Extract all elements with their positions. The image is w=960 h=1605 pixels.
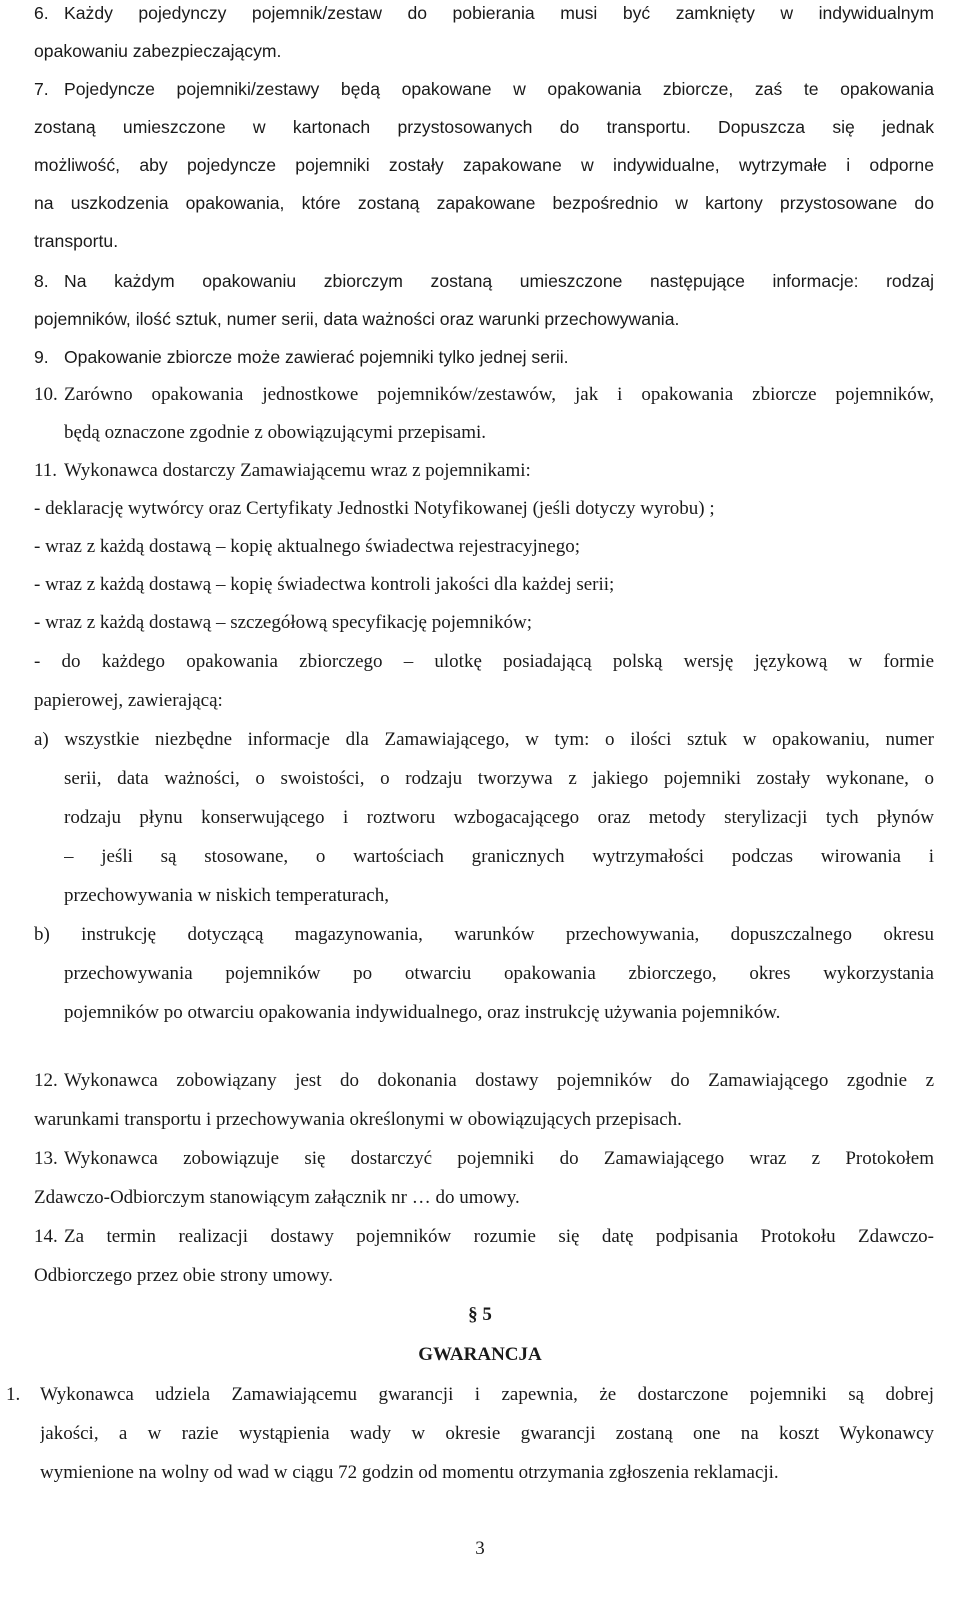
item-number: 13. <box>34 1148 58 1169</box>
text-line: opakowaniu zabezpieczającym. <box>34 41 282 61</box>
text-line: b) instrukcję dotyczącą magazynowania, warunków przechowywania, dopuszczalnego okresu <box>34 924 934 945</box>
text-line: transportu. <box>34 231 119 251</box>
text-line: a) wszystkie niezbędne informacje dla Zamawiającego, w tym: o ilości sztuk w opakowaniu, numer <box>34 729 934 750</box>
text-line: - wraz z każdą dostawą – kopię świadectwa kontroli jakości dla każdej serii; <box>34 574 615 595</box>
item-number: 9. <box>34 347 49 367</box>
text-line: na uszkodzenia opakowania, które zostaną zapakowane bezpośrednio w kartony przystosowane do <box>34 193 934 213</box>
text-line: papierowej, zawierającą: <box>34 690 223 711</box>
text-line: będą oznaczone zgodnie z obowiązującymi przepisami. <box>64 422 487 443</box>
text-line: przechowywania w niskich temperaturach, <box>64 885 389 906</box>
section-heading: GWARANCJA <box>418 1344 542 1365</box>
text-line: Opakowanie zbiorcze może zawierać pojemniki tylko jednej serii. <box>64 347 569 367</box>
text-line: Wykonawca zobowiązany jest do dokonania dostawy pojemników do Zamawiającego zgodnie z <box>64 1070 934 1091</box>
text-line: rodzaju płynu konserwującego i roztworu wzbogacającego oraz metody sterylizacji tych płynów <box>64 807 934 828</box>
text-line: Pojedyncze pojemniki/zestawy będą opakowane w opakowania zbiorcze, zaś te opakowania <box>64 79 934 99</box>
text-line: Każdy pojedynczy pojemnik/zestaw do pobierania musi być zamknięty w indywidualnym <box>64 3 934 23</box>
item-number: 12. <box>34 1070 58 1091</box>
item-number: 11. <box>34 460 58 481</box>
text-line: przechowywania pojemników po otwarciu opakowania zbiorczego, okres wykorzystania <box>64 963 934 984</box>
text-line: serii, data ważności, o swoistości, o rodzaju tworzywa z jakiego pojemniki zostały wykonane, o <box>64 768 934 789</box>
item-number: 1. <box>6 1384 21 1405</box>
text-line: jakości, a w razie wystąpienia wady w okresie gwarancji zostaną one na koszt Wykonawcy <box>40 1423 934 1444</box>
text-line: Zdawczo-Odbiorczym stanowiącym załącznik nr … do umowy. <box>34 1187 520 1208</box>
text-line: Zarówno opakowania jednostkowe pojemników/zestawów, jak i opakowania zbiorcze pojemników, <box>64 384 934 405</box>
text-line: Wykonawca zobowiązuje się dostarczyć pojemniki do Zamawiającego wraz z Protokołem <box>64 1148 934 1169</box>
text-line: - wraz z każdą dostawą – kopię aktualnego świadectwa rejestracyjnego; <box>34 536 581 557</box>
text-line: warunkami transportu i przechowywania określonymi w obowiązujących przepisach. <box>34 1109 682 1130</box>
text-line: możliwość, aby pojedyncze pojemniki zostały zapakowane w indywidualne, wytrzymałe i odporne <box>34 155 934 175</box>
item-number: 8. <box>34 271 49 291</box>
text-line: Wykonawca udziela Zamawiającemu gwarancji i zapewnia, że dostarczone pojemniki są dobrej <box>40 1384 934 1405</box>
item-number: 10. <box>34 384 58 405</box>
text-line: – jeśli są stosowane, o wartościach granicznych wytrzymałości podczas wirowania i <box>64 846 934 867</box>
text-line: Za termin realizacji dostawy pojemników rozumie się datę podpisania Protokołu Zdawczo- <box>64 1226 934 1247</box>
text-line: - deklarację wytwórcy oraz Certyfikaty Jednostki Notyfikowanej (jeśli dotyczy wyrobu) ; <box>34 498 715 519</box>
text-line: Na każdym opakowaniu zbiorczym zostaną umieszczone następujące informacje: rodzaj <box>64 271 934 291</box>
text-line: Odbiorczego przez obie strony umowy. <box>34 1265 333 1286</box>
text-line: - wraz z każdą dostawą – szczegółową specyfikację pojemników; <box>34 612 533 633</box>
text-line: wymienione na wolny od wad w ciągu 72 godzin od momentu otrzymania zgłoszenia reklamacji. <box>40 1462 779 1483</box>
text-line: pojemników, ilość sztuk, numer serii, data ważności oraz warunki przechowywania. <box>34 309 680 329</box>
text-line: - do każdego opakowania zbiorczego – ulotkę posiadającą polską wersję językową w formie <box>34 651 934 672</box>
section-paragraph-sign: § 5 <box>468 1304 492 1325</box>
item-number: 6. <box>34 3 49 23</box>
page-number: 3 <box>475 1538 485 1559</box>
text-line: zostaną umieszczone w kartonach przystosowanych do transportu. Dopuszcza się jednak <box>34 117 934 137</box>
item-number: 14. <box>34 1226 58 1247</box>
text-line: pojemników po otwarciu opakowania indywidualnego, oraz instrukcję używania pojemników. <box>64 1002 781 1023</box>
item-number: 7. <box>34 79 49 99</box>
text-line: Wykonawca dostarczy Zamawiającemu wraz z pojemnikami: <box>64 460 531 481</box>
